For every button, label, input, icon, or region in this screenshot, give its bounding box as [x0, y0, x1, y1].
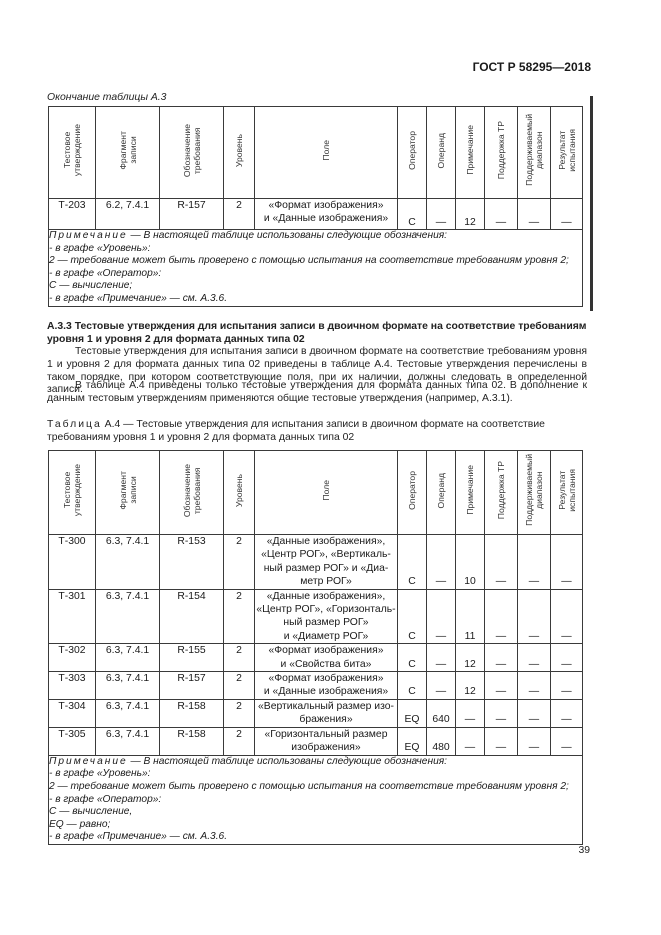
table-cell: C: [398, 672, 427, 700]
page-number: 39: [578, 845, 590, 856]
table-cell: Т-301: [49, 589, 96, 644]
table-cell: 12: [456, 672, 485, 700]
cell-text: 2 — требование может быть проверено с помощью испытания на соответствие требованиям уровня 2;: [49, 781, 569, 793]
table-a3-end: [48, 106, 583, 307]
table-cell: 2: [224, 535, 255, 590]
col-tp-support: [485, 107, 518, 199]
table-cell: Т-203: [49, 199, 96, 230]
table-cell: Т-303: [49, 672, 96, 700]
cell-text: - в графе «Уровень»:: [49, 768, 151, 780]
table-cell: —: [456, 727, 485, 755]
table-header-row: [49, 107, 583, 199]
table-cell: «Вертикальный размер изо- бражения»: [255, 699, 398, 727]
table-note-row: [49, 230, 583, 307]
table-cell: Т-300: [49, 535, 96, 590]
col-operator: [398, 451, 427, 535]
table-cell: 12: [456, 199, 485, 230]
table-cell: —: [551, 535, 583, 590]
col-operand: [427, 451, 456, 535]
table-cell: —: [518, 644, 551, 672]
table-cell: —: [485, 699, 518, 727]
cell-text: Операнд: [436, 472, 446, 509]
col-supported-range: [518, 451, 551, 535]
table-cell: 6.3, 7.4.1: [96, 672, 160, 700]
table2-caption: Таблица А.4 — Тестовые утверждения для испытания записи в двоичном формате на соответствие требованиям уровня 1 и уровня 2 для формата данных типа 02: [47, 419, 545, 443]
table-cell: «Формат изображения» и «Данные изображения»: [255, 199, 398, 230]
col-test-assertion: [49, 451, 96, 535]
table-cell: —: [551, 199, 583, 230]
cell-text: Поддержка ТР: [496, 121, 506, 180]
cell-text: 2 — требование может быть проверено с помощью испытания на соответствие требованиям уровня 2;: [49, 255, 569, 267]
table-note: [49, 230, 583, 307]
cell-text: Поддерживаемый диапазон: [524, 454, 544, 527]
cell-text: Уровень: [234, 133, 244, 167]
table-cell: —: [485, 672, 518, 700]
col-requirement-id: [160, 107, 224, 199]
cell-text: Фрагмент записи: [117, 130, 138, 170]
table-cell: EQ: [398, 699, 427, 727]
table-cell: «Данные изображения», «Центр РОГ», «Горизонталь- ный размер РОГ» и «Диаметр РОГ»: [256, 590, 396, 642]
col-level: [224, 107, 255, 199]
col-supported-range: [518, 107, 551, 199]
table-cell: R-154: [160, 589, 224, 644]
table-cell: Т-304: [49, 699, 96, 727]
table-cell: —: [551, 589, 583, 644]
cell-text: Результат испытания: [556, 468, 577, 512]
table-cell: 2: [224, 199, 255, 230]
cell-text: - в графе «Уровень»:: [49, 242, 151, 254]
table-note-row: [49, 755, 583, 844]
table-cell: «Формат изображения» и «Свойства бита»: [255, 644, 398, 672]
table1-caption: Окончание таблицы А.3: [47, 92, 167, 103]
col-record-fragment: [96, 107, 160, 199]
cell-text: С — вычисление,: [49, 806, 133, 818]
cell-text: Примечание: [49, 755, 128, 767]
table-row: [49, 672, 583, 700]
table-cell: 2: [224, 672, 255, 700]
table-cell: —: [456, 699, 485, 727]
col-tp-support: [485, 451, 518, 535]
document-header: ГОСТ Р 58295—2018: [472, 60, 591, 74]
cell-text: Операнд: [436, 132, 446, 169]
cell-text: Тестовое утверждение: [62, 464, 82, 517]
paragraph: В таблице А.4 приведены только тестовые утверждения для формата данных типа 02. В дополнение к данным тестовым утверждениям применяются общие тестовые утверждения (например, А.3.1).: [47, 380, 587, 404]
cell-text: - в графе «Оператор»:: [49, 267, 162, 279]
table-cell: —: [427, 535, 456, 590]
col-operator: [398, 107, 427, 199]
col-level: [224, 451, 255, 535]
col-field: [255, 451, 398, 535]
table-row: [49, 644, 583, 672]
table-note: [49, 755, 583, 844]
table-row: [49, 535, 583, 590]
table-cell: —: [427, 644, 456, 672]
table-cell: —: [427, 199, 456, 230]
col-test-assertion: [49, 107, 96, 199]
table-cell: —: [518, 535, 551, 590]
table-cell: Т-305: [49, 727, 96, 755]
table-cell: 2: [224, 727, 255, 755]
table-cell: —: [518, 672, 551, 700]
cell-text: EQ — равно;: [49, 818, 111, 830]
cell-text: Примечание: [465, 465, 475, 516]
table-cell: C: [398, 199, 427, 230]
table-row: [49, 699, 583, 727]
cell-text: — В настоящей таблице использованы следующие обозначения:: [127, 230, 448, 241]
table-cell: 480: [427, 727, 456, 755]
table-row: [49, 727, 583, 755]
table-cell: —: [485, 727, 518, 755]
col-test-result: [551, 107, 583, 199]
table-cell: —: [518, 699, 551, 727]
table-cell: 2: [224, 699, 255, 727]
table-cell: 6.2, 7.4.1: [96, 199, 160, 230]
cell-text: - в графе «Примечание» — см. А.3.6.: [49, 831, 228, 843]
col-operand: [427, 107, 456, 199]
cell-text: С — вычисление;: [49, 280, 133, 292]
section-heading: А.3.3 Тестовые утверждения для испытания записи в двоичном формате на соответствие требованиям уровня 1 и уровня 2 для формата данных типа 02: [47, 321, 587, 345]
table-cell: —: [485, 589, 518, 644]
table-cell: «Данные изображения», «Центр РОГ», «Вертикаль- ный размер РОГ» и «Диа- метр РОГ»: [255, 535, 398, 590]
cell-text: Тестовое утверждение: [62, 124, 82, 177]
table-cell: 12: [456, 644, 485, 672]
table-cell: 6.3, 7.4.1: [96, 644, 160, 672]
table-cell: 10: [456, 535, 485, 590]
cell-text: Результат испытания: [556, 128, 577, 172]
table-cell: —: [551, 727, 583, 755]
table-cell: Т-302: [49, 644, 96, 672]
table-row: [49, 589, 583, 644]
paragraph: Тестовые утверждения для испытания записи в двоичном формате на соответствие требованиям уровня 1 и уровня 2 для формата данных типа 02 приведены в таблице А.4. Тестовые утверждения перечислены в таком порядке, при котором соответствующие поля, при их наличии, должны следовать в определенной записи.: [47, 346, 587, 396]
table-cell: —: [518, 199, 551, 230]
col-note: [456, 451, 485, 535]
col-note: [456, 107, 485, 199]
table-cell: C: [398, 589, 427, 644]
table-header-row: [49, 451, 583, 535]
table-row: [49, 199, 583, 230]
table-cell: R-158: [160, 727, 224, 755]
revision-bar: [590, 96, 593, 311]
table-cell: —: [551, 699, 583, 727]
table-cell: «Формат изображения» и «Данные изображения»: [255, 672, 398, 700]
table-cell: R-157: [160, 672, 224, 700]
table-cell: EQ: [398, 727, 427, 755]
table-cell: —: [551, 644, 583, 672]
cell-text: Поле: [321, 480, 331, 501]
cell-text: Уровень: [234, 473, 244, 507]
cell-text: Примечание: [49, 230, 128, 241]
table-cell: R-155: [160, 644, 224, 672]
table-cell: 6.3, 7.4.1: [96, 699, 160, 727]
table-cell: C: [398, 644, 427, 672]
table-cell: R-153: [160, 535, 224, 590]
table-a4: [48, 450, 583, 845]
table-cell: 6.3, 7.4.1: [96, 589, 160, 644]
cell-text: Поддерживаемый диапазон: [524, 114, 544, 187]
table-cell: —: [518, 727, 551, 755]
col-field: [255, 107, 398, 199]
table-cell: —: [427, 672, 456, 700]
cell-text: Обозначение требования: [181, 123, 202, 177]
table-cell: 6.3, 7.4.1: [96, 727, 160, 755]
table-cell: «Горизонтальный размер изображения»: [255, 727, 398, 755]
table-cell: —: [427, 589, 456, 644]
cell-text: - в графе «Примечание» — см. А.3.6.: [49, 292, 228, 304]
cell-text: Примечание: [465, 125, 475, 176]
table-cell: 11: [456, 589, 485, 644]
cell-text: Оператор: [407, 130, 417, 170]
table-cell: C: [398, 535, 427, 590]
table-cell: —: [518, 589, 551, 644]
table-cell: 2: [224, 644, 255, 672]
table-cell: 2: [224, 589, 255, 644]
table-cell: 6.3, 7.4.1: [96, 535, 160, 590]
cell-text: [49, 756, 582, 769]
table-cell: —: [485, 644, 518, 672]
cell-text: Обозначение требования: [181, 463, 202, 517]
cell-text: Поддержка ТР: [496, 461, 506, 520]
table-cell: —: [485, 199, 518, 230]
table-cell: —: [551, 672, 583, 700]
cell-text: - в графе «Оператор»:: [49, 793, 162, 805]
col-record-fragment: [96, 451, 160, 535]
col-requirement-id: [160, 451, 224, 535]
cell-text: Поле: [321, 140, 331, 161]
table-cell: —: [485, 535, 518, 590]
table-cell: R-158: [160, 699, 224, 727]
cell-text: Фрагмент записи: [117, 470, 138, 510]
col-test-result: [551, 451, 583, 535]
table-cell: R-157: [160, 199, 224, 230]
table-cell: 640: [427, 699, 456, 727]
cell-text: — В настоящей таблице использованы следующие обозначения:: [127, 755, 448, 767]
cell-text: [49, 230, 582, 243]
cell-text: Оператор: [407, 470, 417, 510]
